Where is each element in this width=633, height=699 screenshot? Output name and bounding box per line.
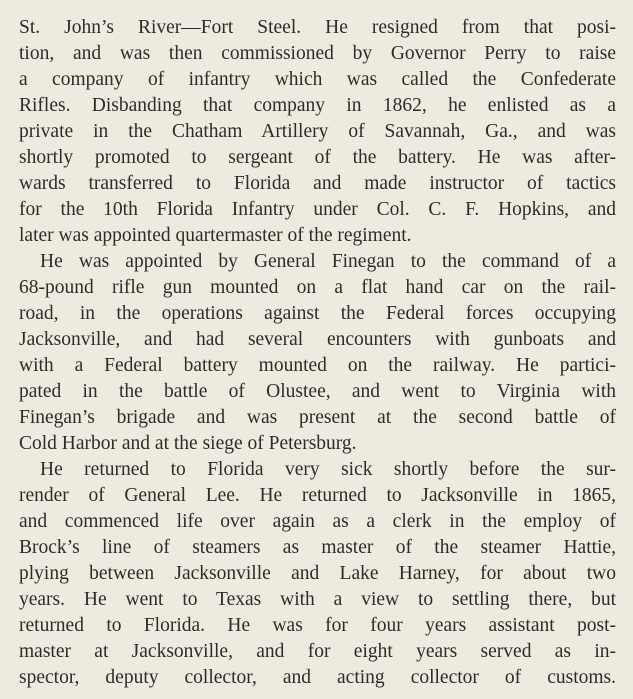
text-line: Cold Harbor and at the siege of Petersburg. — [19, 433, 357, 454]
text-line: plying between Jacksonville and Lake Harney, for about two — [19, 563, 616, 584]
text-line: shortly promoted to sergeant of the battery. He was after- — [19, 147, 616, 168]
text-line: road, in the operations against the Federal forces occupying — [19, 303, 616, 324]
text-line: pated in the battle of Olustee, and went to Virginia with — [19, 381, 616, 402]
paragraph-first-line: He was appointed by General Finegan to the command of a — [40, 251, 616, 272]
text-line: years. He went to Texas with a view to settling there, but — [19, 589, 616, 610]
text-line: returned to Florida. He was for four years assistant post- — [19, 615, 616, 636]
text-line: with a Federal battery mounted on the railway. He partici- — [19, 355, 616, 376]
paragraph-first-line: He returned to Florida very sick shortly before the sur- — [40, 459, 616, 480]
text-line: later was appointed quartermaster of the regiment. — [19, 225, 412, 246]
text-line: a company of infantry which was called the Confederate — [19, 69, 616, 90]
text-line: tion, and was then commissioned by Governor Perry to raise — [19, 43, 616, 64]
text-line: for the 10th Florida Infantry under Col. C. F. Hopkins, and — [19, 199, 616, 220]
text-line: spector, deputy collector, and acting collector of customs. — [19, 667, 616, 688]
text-line: Finegan’s brigade and was present at the second battle of — [19, 407, 616, 428]
text-line: Brock’s line of steamers as master of the steamer Hattie, — [19, 537, 616, 558]
text-line: 68-pound rifle gun mounted on a flat hand car on the rail- — [19, 277, 616, 298]
text-line: St. John’s River—Fort Steel. He resigned from that posi- — [19, 17, 616, 38]
text-line: render of General Lee. He returned to Jacksonville in 1865, — [19, 485, 616, 506]
text-line: master at Jacksonville, and for eight years served as in- — [19, 641, 616, 662]
text-line: wards transferred to Florida and made instructor of tactics — [19, 173, 616, 194]
text-line: Jacksonville, and had several encounters with gunboats and — [19, 329, 616, 350]
text-line: Rifles. Disbanding that company in 1862, he enlisted as a — [19, 95, 616, 116]
text-line: private in the Chatham Artillery of Savannah, Ga., and was — [19, 121, 616, 142]
text-line: and commenced life over again as a clerk in the employ of — [19, 511, 616, 532]
